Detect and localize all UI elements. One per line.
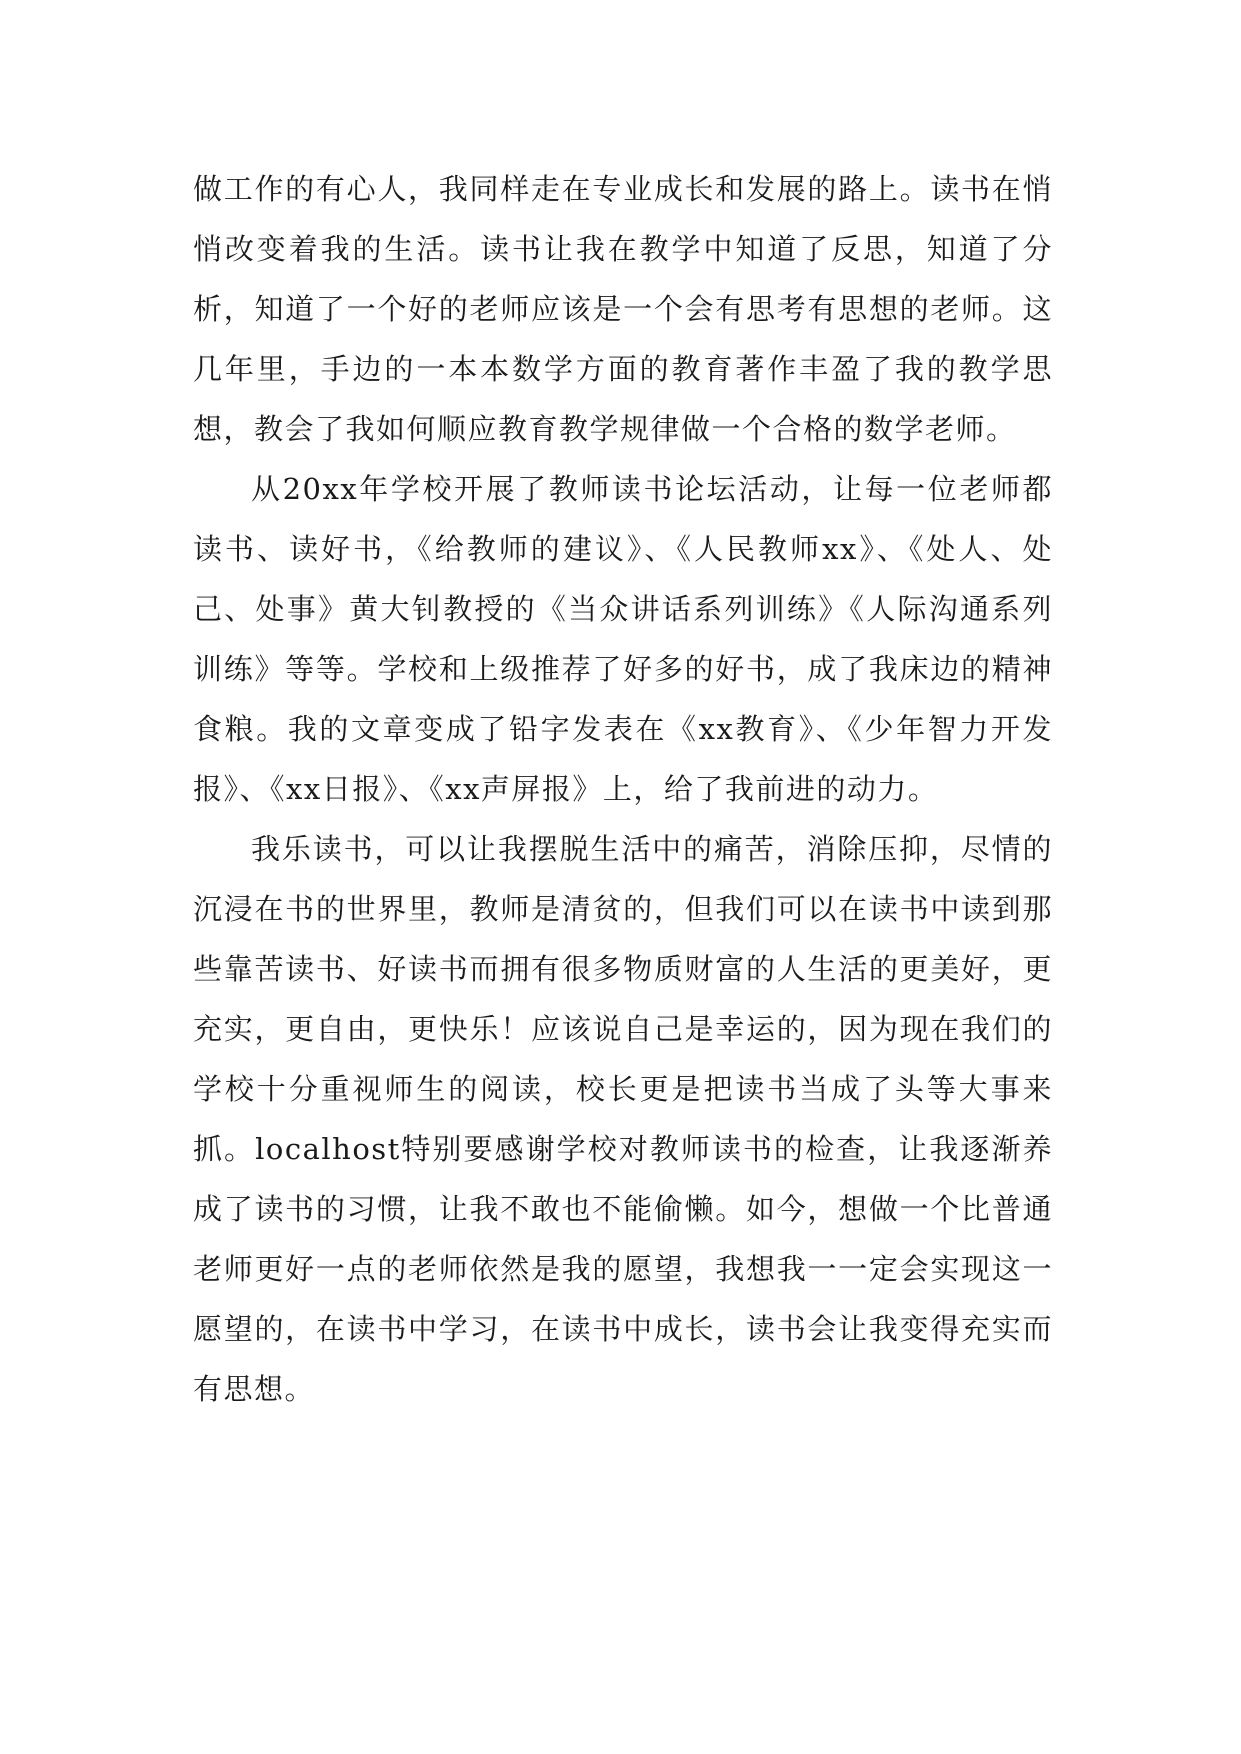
- paragraph-2: 从20xx年学校开展了教师读书论坛活动，让每一位老师都读书、读好书，《给教师的建议》、《人民教师xx》、《处人、处己、处事》黄大钊教授的《当众讲话系列训练》《人际沟通系列训练》等等。学校和上级推荐了好多的好书，成了我床边的精神食粮。我的文章变成了铅字发表在《xx教育》、《少年智力开发报》、《xx日报》、《xx声屏报》上，给了我前进的动力。: [193, 472, 1053, 806]
- paragraph-1: 做工作的有心人，我同样走在专业成长和发展的路上。读书在悄悄改变着我的生活。读书让我在教学中知道了反思，知道了分析，知道了一个好的老师应该是一个会有思考有思想的老师。这几年里，手边的一本本数学方面的教育著作丰盈了我的教学思想，教会了我如何顺应教育教学规律做一个合格的数学老师。: [193, 172, 1053, 446]
- paragraph-3: 我乐读书，可以让我摆脱生活中的痛苦，消除压抑，尽情的沉浸在书的世界里，教师是清贫的，但我们可以在读书中读到那些靠苦读书、好读书而拥有很多物质财富的人生活的更美好，更充实，更自由，更快乐！应该说自己是幸运的，因为现在我们的学校十分重视师生的阅读，校长更是把读书当成了头等大事来抓。localhost特别要感谢学校对教师读书的检查，让我逐渐养成了读书的习惯，让我不敢也不能偷懒。如今，想做一个比普通老师更好一点的老师依然是我的愿望，我想我一一定会实现这一愿望的，在读书中学习，在读书中成长，读书会让我变得充实而有思想。: [193, 832, 1053, 1406]
- body-text: [193, 159, 1053, 1419]
